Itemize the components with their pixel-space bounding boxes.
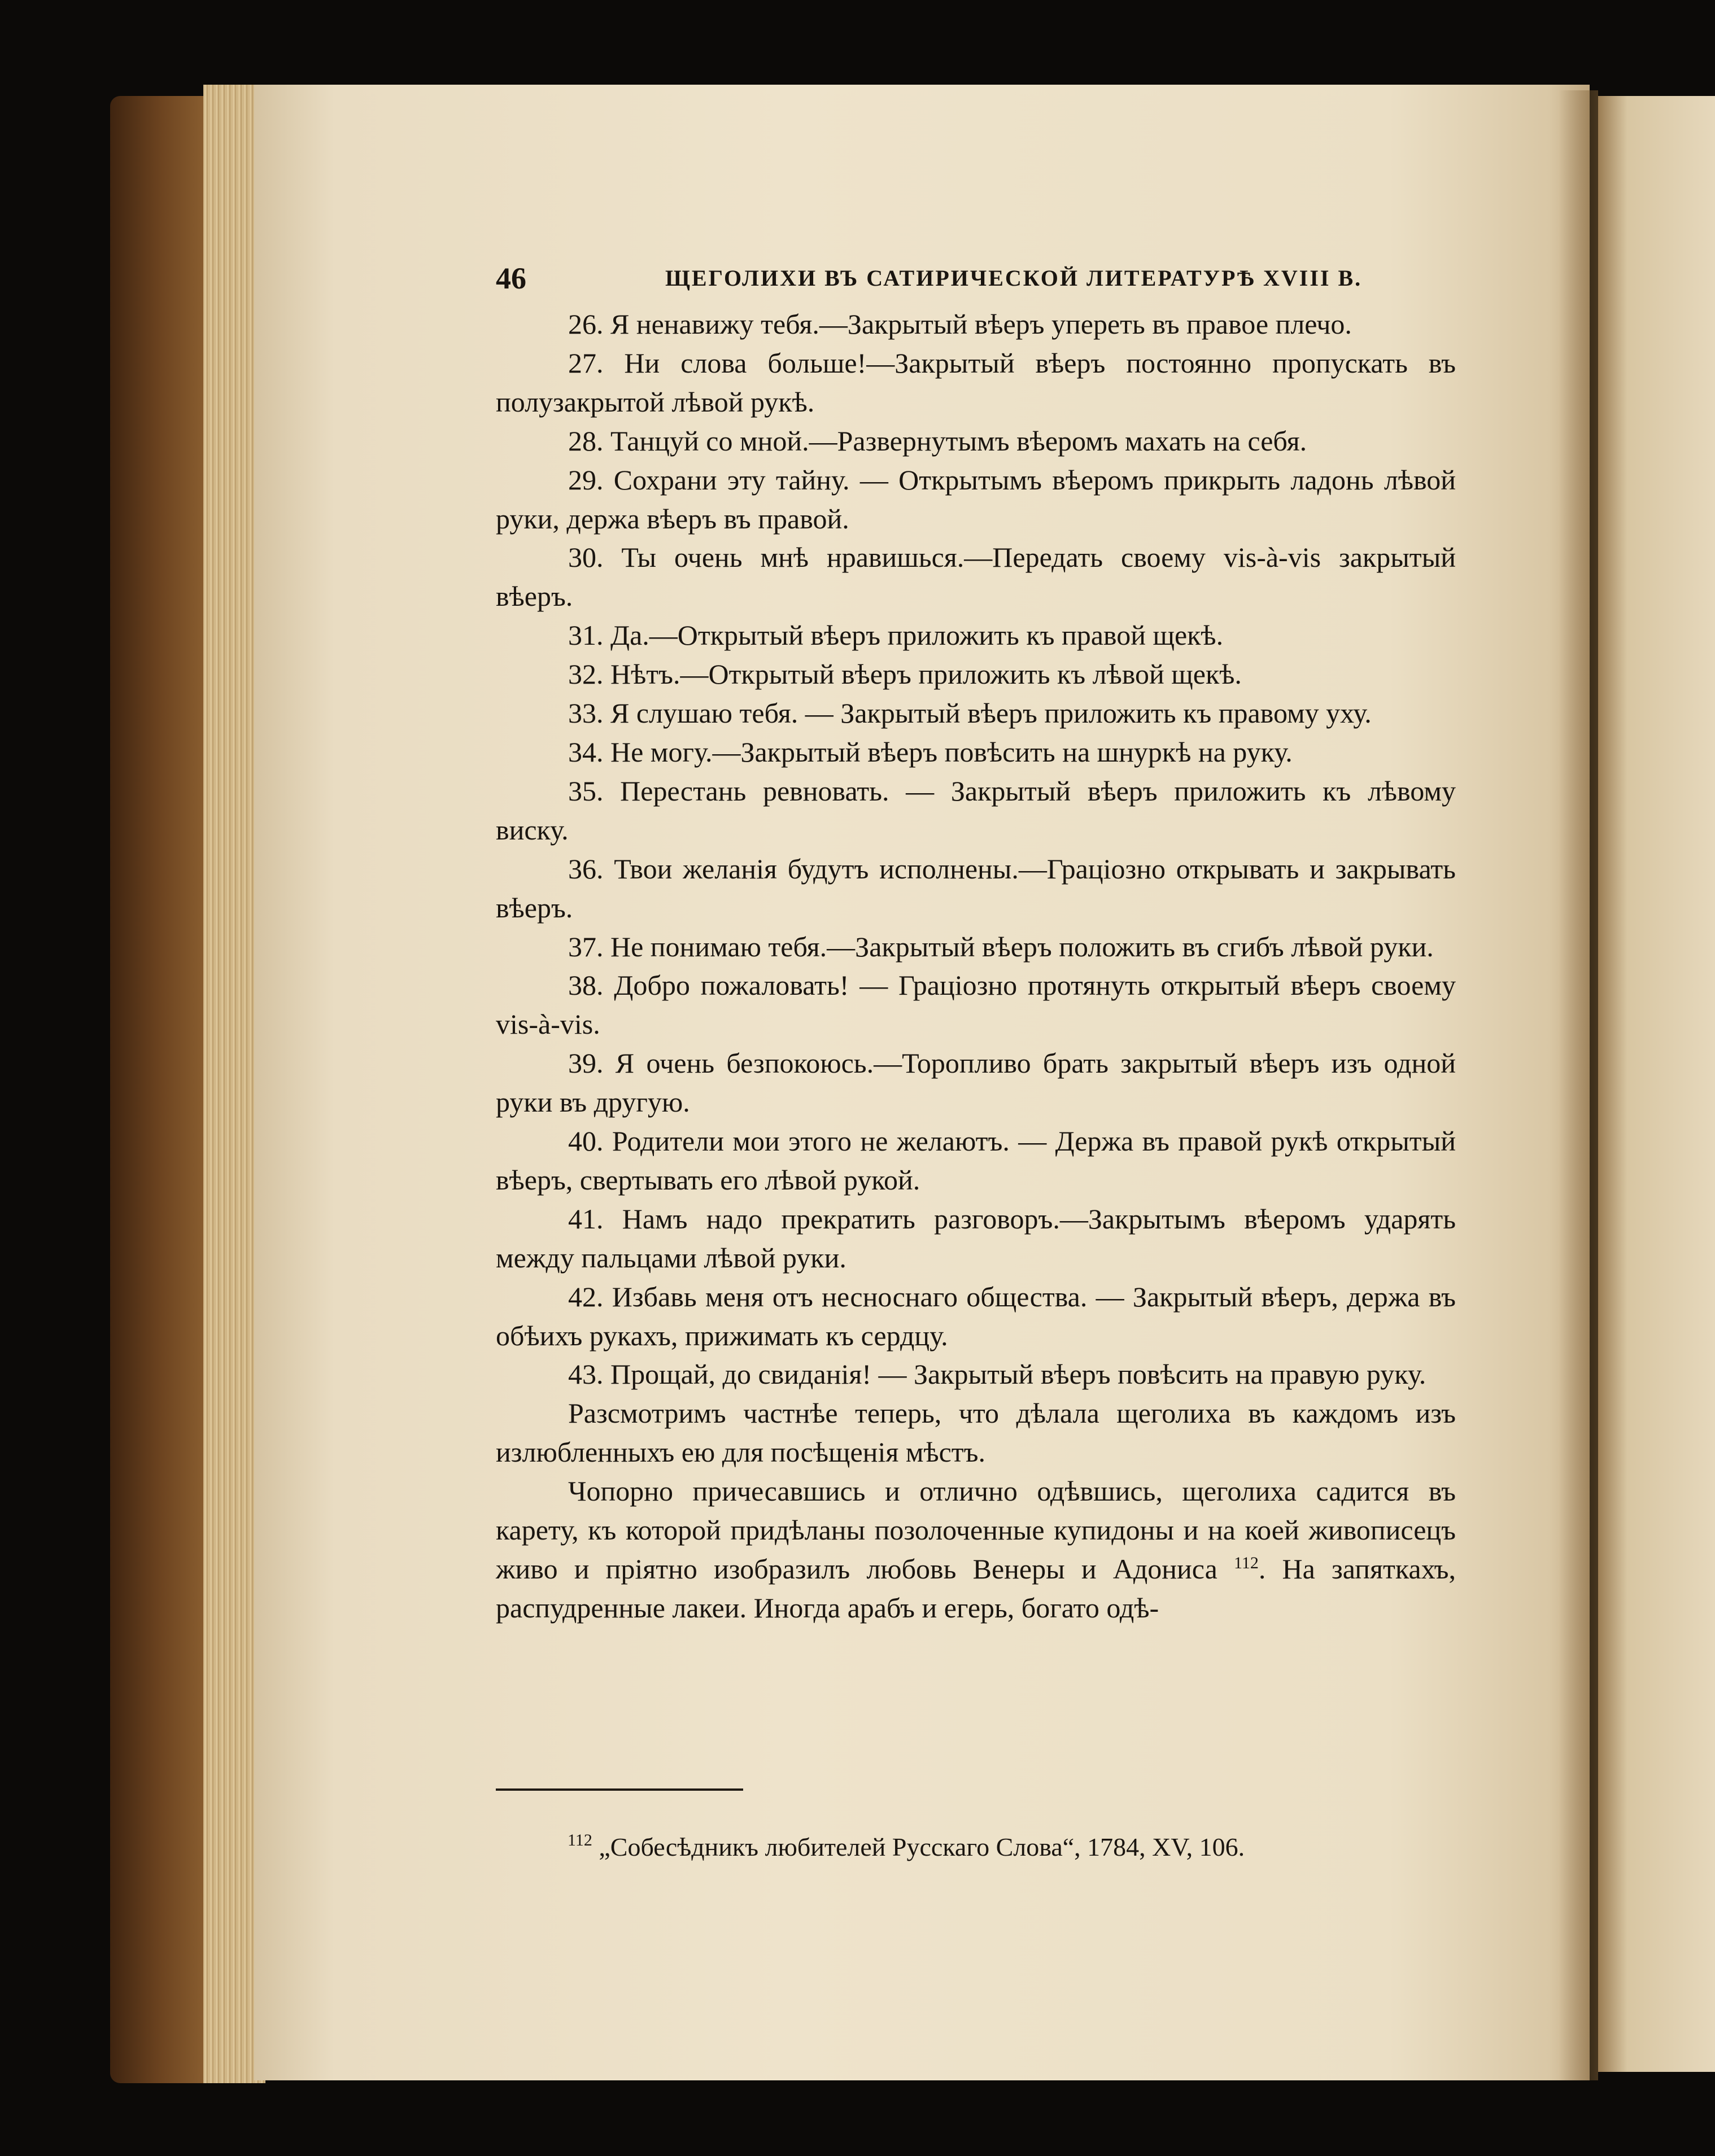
- paragraph: 33. Я слушаю тебя. — Закрытый вѣеръ приложить къ правому уху.: [568, 697, 1372, 729]
- footnote: [568, 1829, 1415, 1865]
- page-number: 46: [496, 261, 526, 295]
- paragraph-text: На запяткахъ, распудренные лакеи. Иногда арабъ и егерь, богато одѣ-: [496, 1553, 1456, 1624]
- paragraph: 37. Не понимаю тебя.—Закрытый вѣеръ положить въ сгибъ лѣвой руки.: [568, 930, 1434, 963]
- body-text: [496, 305, 1456, 1628]
- page-header: [496, 253, 1363, 304]
- paragraph: Чопорно причесавшись и отлично одѣвшись, щеголиха садится въ карету, къ которой придѣланы позолоченные купидоны и на коей живописецъ живо и пріятно изобразилъ любовь Венеры и Адониса $^{112}$. На запяткахъ, распудренные лакеи. Иногда арабъ и егерь, богато одѣ-: [496, 1475, 1456, 1624]
- paragraph: 31. Да.—Открытый вѣеръ приложить къ правой щекѣ.: [568, 619, 1224, 651]
- footnote-rule: [496, 1788, 743, 1791]
- footnote-number: 112: [568, 1831, 592, 1849]
- paragraph: 29. Сохрани эту тайну. — Открытымъ вѣеромъ прикрыть ладонь лѣвой руки, держа вѣеръ въ правой.: [496, 463, 1456, 535]
- paragraph: Разсмотримъ частнѣе теперь, что дѣлала щеголиха въ каждомъ изъ излюбленныхъ ею для посѣщенія мѣстъ.: [496, 1397, 1456, 1468]
- paragraph: 27. Ни слова больше!—Закрытый вѣеръ постоянно пропускать въ полузакрытой лѣвой рукѣ.: [496, 347, 1456, 418]
- paragraph: 38. Добро пожаловать! — Граціозно протянуть открытый вѣеръ своему vis-à-vis.: [496, 969, 1456, 1040]
- paragraph: 41. Намъ надо прекратить разговоръ.—Закрытымъ вѣеромъ ударять между пальцами лѣвой руки.: [496, 1202, 1456, 1274]
- paragraph: 28. Танцуй со мной.—Развернутымъ вѣеромъ махать на себя.: [568, 425, 1307, 457]
- paragraph: 36. Твои желанія будутъ исполнены.—Граціозно открывать и закрывать вѣеръ.: [496, 852, 1456, 924]
- facing-page: [1598, 96, 1715, 2072]
- paragraph: 32. Нѣтъ.—Открытый вѣеръ приложить къ лѣвой щекѣ.: [568, 658, 1242, 690]
- paragraph: 26. Я ненавижу тебя.—Закрытый вѣеръ упереть въ правое плечо.: [568, 308, 1352, 340]
- paragraph: 35. Перестань ревновать. — Закрытый вѣеръ приложить къ лѣвому виску.: [496, 775, 1456, 846]
- paragraph: 39. Я очень безпокоюсь.—Торопливо брать закрытый вѣеръ изъ одной руки въ другую.: [496, 1047, 1456, 1118]
- footnote-ref: 112: [1233, 1554, 1259, 1572]
- paragraph: 42. Избавь меня отъ несноснаго общества. — Закрытый вѣеръ, держа въ обѣихъ рукахъ, прижимать къ сердцу.: [496, 1280, 1456, 1352]
- paragraph: 43. Прощай, до свиданія! — Закрытый вѣеръ повѣсить на правую руку.: [568, 1358, 1426, 1390]
- paragraph-text: Чопорно причесавшись и отлично одѣвшись, щеголиха садится въ карету, къ которой придѣланы позолоченные купидоны и на коей живописецъ живо и пріятно изобразилъ любовь Венеры и Адониса: [496, 1475, 1456, 1585]
- paragraph: 30. Ты очень мнѣ нравишься.—Передать своему vis-à-vis закрытый вѣеръ.: [496, 541, 1456, 613]
- running-head: ЩЕГОЛИХИ ВЪ САТИРИЧЕСКОЙ ЛИТЕРАТУРѢ XVIII В.: [665, 265, 1363, 291]
- footnote-text: „Собесѣдникъ любителей Русскаго Слова“, 1784, XV, 106.: [599, 1833, 1245, 1861]
- paragraph: 34. Не могу.—Закрытый вѣеръ повѣсить на шнуркѣ на руку.: [568, 736, 1293, 768]
- paragraph: 40. Родители мои этого не желаютъ. — Держа въ правой рукѣ открытый вѣеръ, свертывать его лѣвой рукой.: [496, 1125, 1456, 1196]
- page-gutter-shadow: [1559, 90, 1598, 2080]
